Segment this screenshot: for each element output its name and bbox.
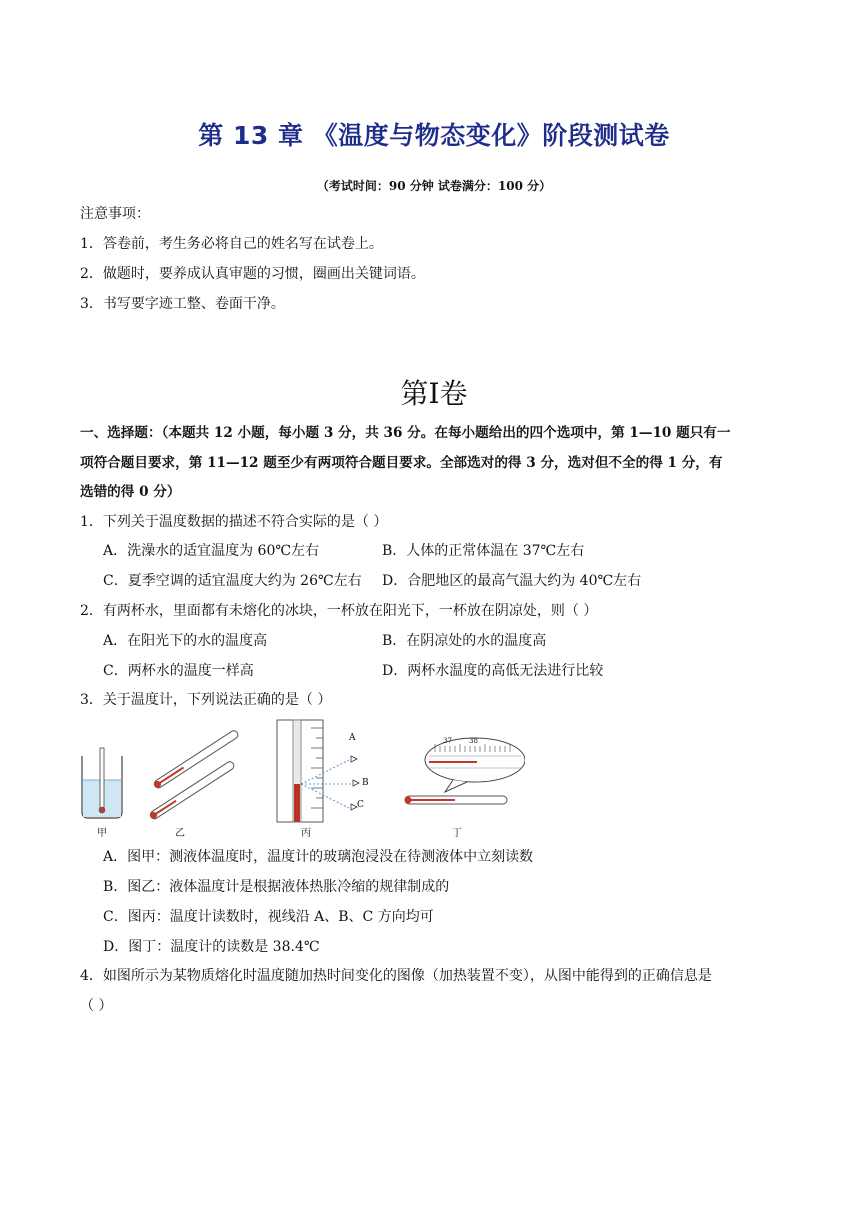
q1-option-c: C．夏季空调的适宜温度大约为 26℃左右 bbox=[103, 573, 362, 589]
q3-option-d: D．图丁：温度计的读数是 38.4℃ bbox=[103, 939, 320, 955]
q2-option-d: D．两杯水温度的高低无法进行比较 bbox=[382, 663, 604, 679]
notice-item: 3．书写要字迹工整、卷面干净。 bbox=[80, 296, 285, 312]
notice-heading: 注意事项： bbox=[80, 206, 150, 222]
thermometer-figures bbox=[75, 718, 525, 840]
q3-option-c: C．图丙：温度计读数时，视线沿 A、B、C 方向均可 bbox=[103, 909, 434, 925]
view-label-a: A bbox=[349, 733, 356, 743]
figure-caption-ding: 丁 bbox=[452, 828, 462, 839]
q1-option-b: B．人体的正常体温在 37℃左右 bbox=[382, 543, 585, 559]
q3-option-b: B．图乙：液体温度计是根据液体热胀冷缩的规律制成的 bbox=[103, 879, 450, 895]
q2-option-c: C．两杯水的温度一样高 bbox=[103, 663, 254, 679]
scale-label-37: 37 bbox=[443, 737, 452, 745]
question-1-stem: 1．下列关于温度数据的描述不符合实际的是（ ） bbox=[80, 514, 388, 530]
question-4-answer-blank: （ ） bbox=[80, 998, 113, 1014]
figure-caption-yi: 乙 bbox=[175, 828, 185, 839]
view-label-c: C bbox=[357, 800, 364, 810]
figure-bing-reading bbox=[277, 720, 359, 822]
notice-item: 1．答卷前，考生务必将自己的姓名写在试卷上。 bbox=[80, 236, 383, 252]
notice-item: 2．做题时，要养成认真审题的习惯，圈画出关键词语。 bbox=[80, 266, 425, 282]
volume-heading: 第Ⅰ卷 bbox=[400, 377, 468, 410]
q1-option-a: A．洗澡水的适宜温度为 60℃左右 bbox=[103, 543, 320, 559]
section-instructions-line: 项符合题目要求，第 11—12 题至少有两项符合题目要求。全部选对的得 3 分，选对但不全的得 1 分，有 bbox=[80, 455, 723, 471]
q2-option-b: B．在阴凉处的水的温度高 bbox=[382, 633, 547, 649]
figure-jia-beaker bbox=[82, 748, 122, 818]
question-2-stem: 2．有两杯水，里面都有未熔化的冰块，一杯放在阳光下，一杯放在阴凉处，则（ ） bbox=[80, 603, 598, 619]
q1-option-d: D．合肥地区的最高气温大约为 40℃左右 bbox=[382, 573, 642, 589]
exam-info: （考试时间：90 分钟 试卷满分：100 分） bbox=[316, 179, 552, 193]
q2-option-a: A．在阳光下的水的温度高 bbox=[103, 633, 268, 649]
figure-caption-jia: 甲 bbox=[97, 828, 107, 839]
q3-option-a: A．图甲：测液体温度时，温度计的玻璃泡浸没在待测液体中立刻读数 bbox=[103, 849, 534, 865]
figure-yi-thermometers bbox=[148, 729, 239, 820]
section-instructions-line: 一、选择题：（本题共 12 小题，每小题 3 分，共 36 分。在每小题给出的四个选项中，第 1—10 题只有一 bbox=[80, 425, 731, 441]
section-instructions-line: 选错的得 0 分） bbox=[80, 484, 181, 500]
question-3-stem: 3．关于温度计，下列说法正确的是（ ） bbox=[80, 692, 332, 708]
scale-label-38: 38 bbox=[469, 737, 478, 745]
figure-caption-bing: 丙 bbox=[301, 828, 311, 839]
page-title: 第 13 章 《温度与物态变化》阶段测试卷 bbox=[198, 121, 670, 150]
view-label-b: B bbox=[362, 778, 369, 788]
question-4-stem: 4．如图所示为某物质熔化时温度随加热时间变化的图像（加热装置不变），从图中能得到的正确信息是 bbox=[80, 968, 712, 984]
figure-ding-thermometer bbox=[405, 738, 526, 804]
